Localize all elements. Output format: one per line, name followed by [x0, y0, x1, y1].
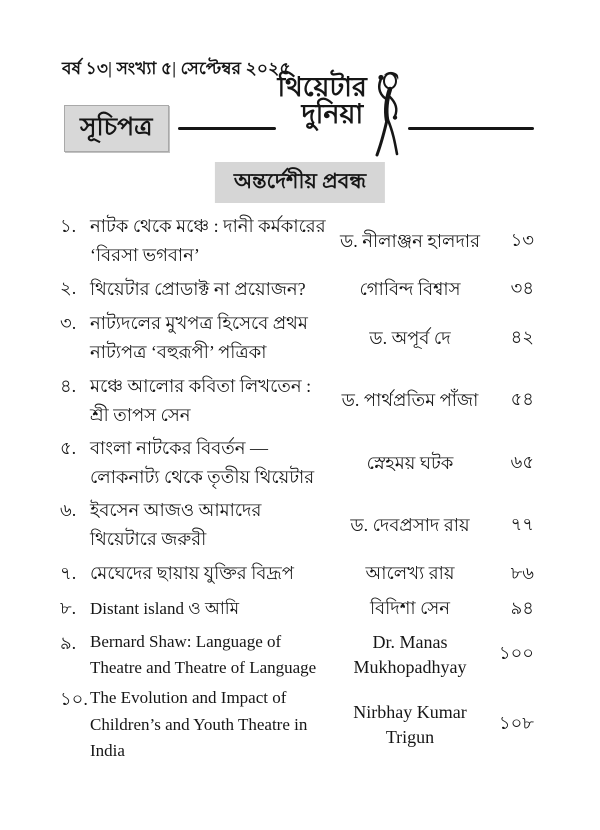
- toc-item-title: Bernard Shaw: Language of Theatre and Theatre of Language: [90, 631, 317, 677]
- toc-item-number: ৭.: [60, 562, 77, 583]
- section-heading: অন্তর্দেশীয় প্রবন্ধ: [215, 162, 385, 203]
- toc-item-author: আলেখ্য রায়: [365, 563, 455, 584]
- toc-row: [60, 559, 538, 590]
- toc-item-author: ড. নীলাঞ্জন হালদার: [339, 230, 481, 251]
- toc-item-number: ৫.: [60, 437, 77, 458]
- toc-row: [60, 372, 538, 430]
- toc-row: [60, 629, 538, 682]
- toc-item-author: Dr. Manas Mukhopadhyay: [353, 631, 467, 677]
- toc-item-number: ৯.: [60, 632, 77, 653]
- contents-box-label: সূচিপত্র: [64, 105, 169, 152]
- toc-item-page: ৮৬: [510, 562, 534, 583]
- toc-item-page: ১০৮: [498, 713, 534, 734]
- toc-row: [60, 274, 538, 305]
- toc-item-title: বাংলা নাটকের বিবর্তন — লোকনাট্য থেকে তৃতীয় থিয়েটার: [90, 437, 315, 488]
- toc-item-author: ড. দেবপ্রসাদ রায়: [350, 514, 470, 535]
- toc-item-author: ড. পার্থপ্রতিম পাঁজা: [341, 390, 479, 411]
- toc-row: [60, 496, 538, 554]
- toc-item-title: নাট্যদলের মুখপত্র হিসেবে প্রথম নাট্যপত্র ‘বহুরূপী’ পত্রিকা: [90, 313, 308, 363]
- magazine-logo-title: [277, 71, 367, 130]
- toc-row: [60, 212, 538, 270]
- toc-item-page: ৪২: [510, 326, 534, 347]
- toc-item-number: ৮.: [60, 597, 77, 618]
- toc-item-page: ৯৪: [510, 597, 534, 618]
- logo-title-line2: দুনিয়া: [301, 99, 364, 130]
- toc-item-page: ৫৪: [510, 389, 534, 410]
- toc-row: [60, 685, 538, 764]
- toc-row: [60, 594, 538, 625]
- toc-item-title: ইবসেন আজও আমাদের থিয়েটারে জরুরী: [90, 500, 262, 550]
- toc-item-page: ১০০: [498, 643, 534, 664]
- toc-item-number: ১০.: [60, 689, 88, 710]
- toc-item-page: ৭৭: [510, 513, 534, 534]
- toc-item-title: মঞ্চে আলোর কবিতা লিখতেন : শ্রী তাপস সেন: [90, 375, 312, 425]
- toc-item-title: নাটক থেকে মঞ্চে : দানী কর্মকারের ‘বিরসা ভগবান’: [90, 216, 326, 266]
- logo-title-line1: থিয়েটার: [277, 71, 367, 102]
- toc-item-page: ৬৫: [510, 451, 534, 472]
- toc-item-number: ৬.: [60, 500, 77, 521]
- toc-item-page: ১৩: [510, 229, 534, 250]
- toc-item-author: স্নেহময় ঘটক: [366, 452, 454, 473]
- toc-item-number: ৪.: [60, 375, 77, 396]
- toc-item-title: মেঘেদের ছায়ায় যুক্তির বিদ্রূপ: [90, 563, 294, 584]
- actor-sketch-icon: [368, 70, 406, 163]
- toc-item-number: ১.: [60, 216, 77, 236]
- toc-item-title: The Evolution and Impact of Children’s and Youth Theatre in India: [90, 688, 308, 760]
- toc-item-number: ৩.: [60, 313, 77, 334]
- toc-item-title: থিয়েটার প্রোডাক্ট না প্রয়োজন?: [90, 279, 306, 300]
- toc-row: [60, 434, 538, 492]
- toc-item-page: ৩৪: [510, 278, 534, 299]
- toc-item-author: গোবিন্দ বিশ্বাস: [359, 279, 461, 300]
- masthead-rule-left: [178, 127, 276, 130]
- toc-item-title: Distant island ও আমি: [90, 598, 240, 618]
- table-of-contents: [60, 212, 538, 768]
- masthead-rule-right: [408, 127, 534, 130]
- toc-item-author: Nirbhay Kumar Trigun: [353, 701, 467, 747]
- toc-row: [60, 309, 538, 367]
- issue-line: বর্ষ ১৩| সংখ্যা ৫| সেপ্টেম্বর ২০২৫: [62, 59, 291, 78]
- masthead-row: [64, 71, 600, 168]
- magazine-logo: [277, 71, 406, 167]
- toc-item-number: ২.: [60, 278, 77, 299]
- toc-item-author: ড. অপূর্ব দে: [369, 327, 451, 348]
- toc-item-author: বিদিশা সেন: [369, 598, 451, 619]
